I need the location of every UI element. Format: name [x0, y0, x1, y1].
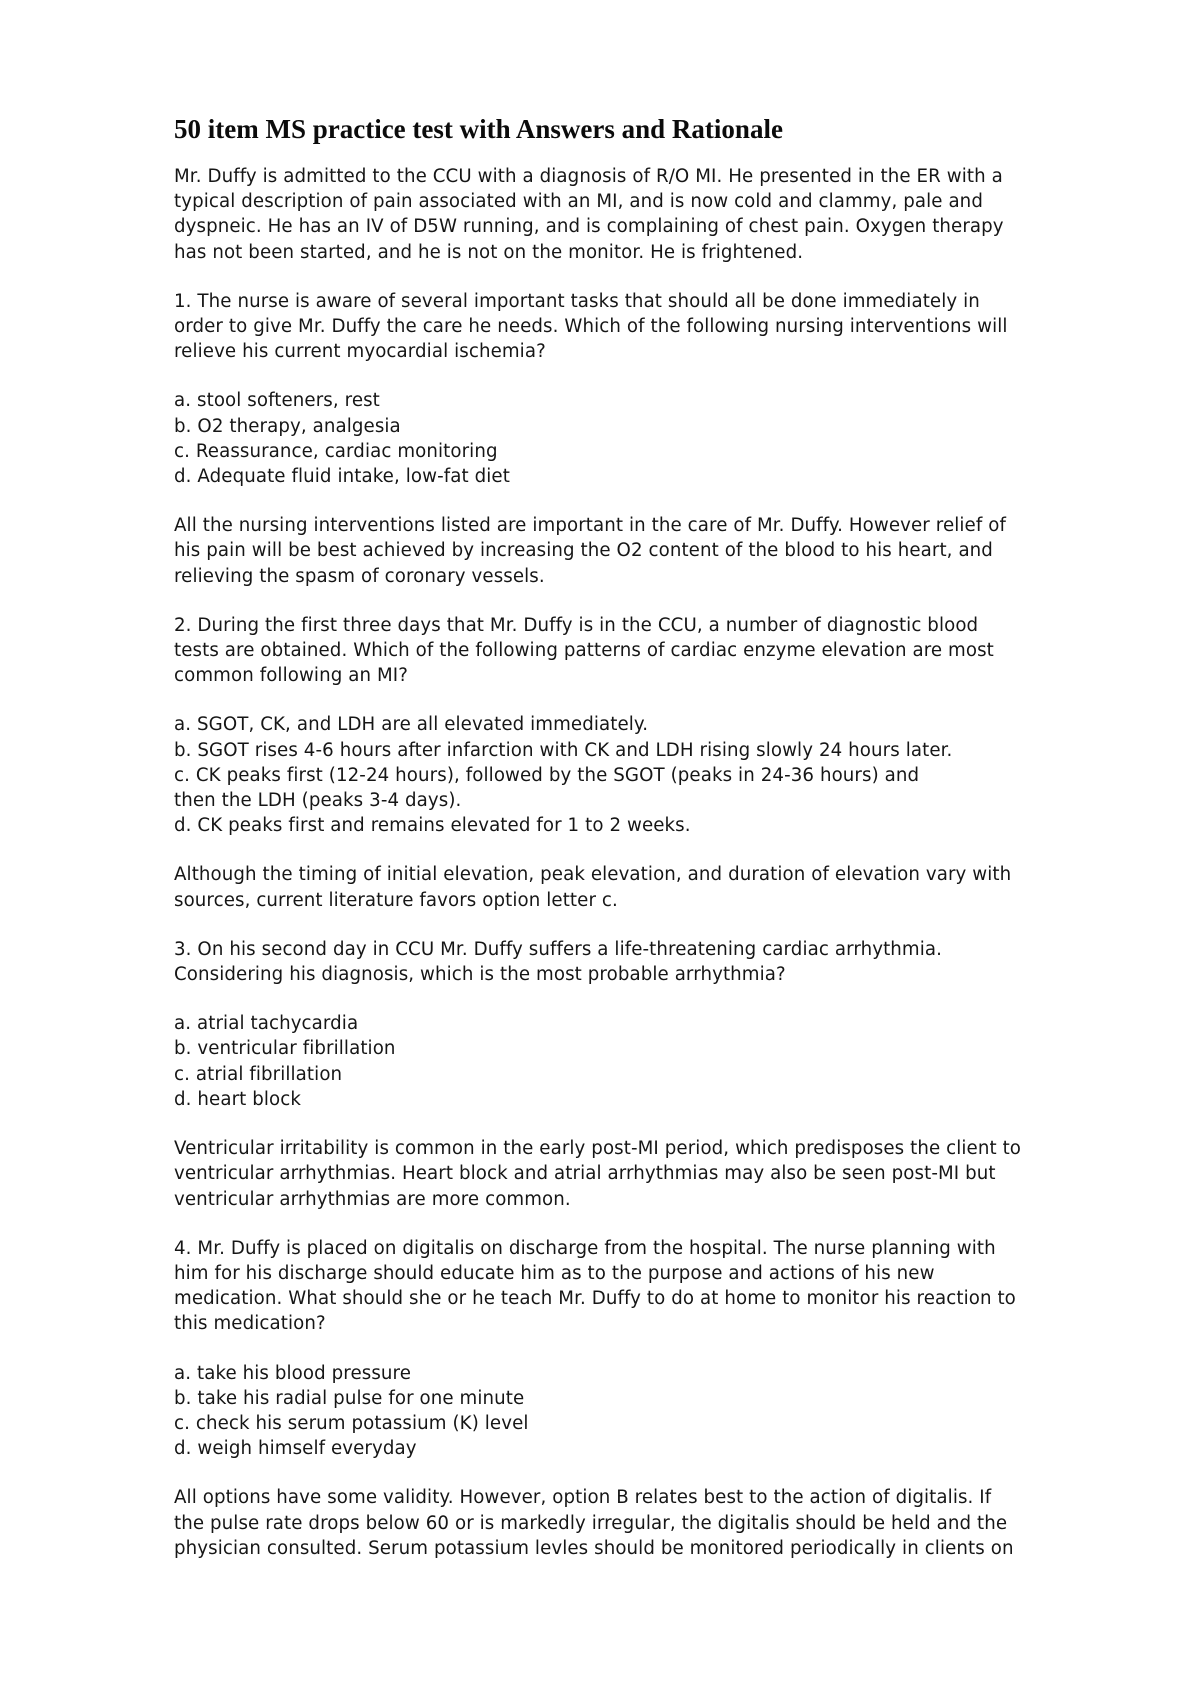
stem-line: common following an MI? — [174, 665, 409, 687]
intro-line: has not been started, and he is not on the monitor. He is frightened. — [174, 241, 804, 263]
answer-option: d. Adequate fluid intake, low-fat diet — [174, 466, 510, 488]
rationale-line: ventricular arrhythmias. Heart block and atrial arrhythmias may also be seen post-MI but — [174, 1163, 996, 1185]
stem-line: order to give Mr. Duffy the care he needs. Which of the following nursing interventions will — [174, 316, 1008, 338]
rationale-line: ventricular arrhythmias are more common. — [174, 1188, 571, 1210]
rationale-line: relieving the spasm of coronary vessels. — [174, 565, 545, 587]
rationale-line: sources, current literature favors option letter c. — [174, 889, 618, 911]
rationale-line: Ventricular irritability is common in the early post-MI period, which predisposes the client to — [174, 1138, 1022, 1160]
answer-option: d. CK peaks first and remains elevated for 1 to 2 weeks. — [174, 815, 691, 837]
intro-line: typical description of pain associated with an MI, and is now cold and clammy, pale and — [174, 191, 983, 213]
question-stem — [174, 1236, 1134, 1337]
answer-option: a. SGOT, CK, and LDH are all elevated immediately. — [174, 714, 649, 736]
document-body — [174, 112, 1134, 1561]
stem-line: 1. The nurse is aware of several important tasks that should all be done immediately in — [174, 290, 980, 312]
question-3 — [174, 937, 1134, 1212]
rationale-line: All options have some validity. However, option B relates best to the action of digitalis. If — [174, 1487, 992, 1509]
rationale — [174, 513, 1134, 589]
question-2 — [174, 613, 1134, 913]
intro-paragraph — [174, 164, 1134, 265]
answer-option: a. take his blood pressure — [174, 1362, 412, 1384]
rationale-line: the pulse rate drops below 60 or is markedly irregular, the digitalis should be held and the — [174, 1512, 1008, 1534]
answer-option: b. SGOT rises 4-6 hours after infarction with CK and LDH rising slowly 24 hours later. — [174, 739, 953, 761]
question-1 — [174, 289, 1134, 589]
answer-options — [174, 1361, 1134, 1462]
answer-option: b. ventricular fibrillation — [174, 1038, 396, 1060]
rationale-line: his pain will be best achieved by increasing the O2 content of the blood to his heart, and — [174, 540, 993, 562]
answer-option: c. check his serum potassium (K) level — [174, 1412, 529, 1434]
rationale-line: All the nursing interventions listed are important in the care of Mr. Duffy. However relief of — [174, 515, 1006, 537]
answer-option: b. take his radial pulse for one minute — [174, 1387, 525, 1409]
question-4 — [174, 1236, 1134, 1561]
stem-line: him for his discharge should educate him as to the purpose and actions of his new — [174, 1262, 935, 1284]
answer-option: d. weigh himself everyday — [174, 1438, 417, 1460]
question-stem — [174, 289, 1134, 365]
answer-options — [174, 388, 1134, 489]
rationale — [174, 862, 1134, 912]
answer-option: d. heart block — [174, 1088, 302, 1110]
stem-line: 3. On his second day in CCU Mr. Duffy suffers a life-threatening cardiac arrhythmia. — [174, 938, 943, 960]
answer-option: c. CK peaks first (12-24 hours), followed by the SGOT (peaks in 24-36 hours) and — [174, 764, 920, 786]
stem-line: relieve his current myocardial ischemia? — [174, 341, 546, 363]
rationale — [174, 1136, 1134, 1212]
rationale-line: Although the timing of initial elevation, peak elevation, and duration of elevation vary with — [174, 864, 1012, 886]
answer-option: a. atrial tachycardia — [174, 1013, 359, 1035]
rationale-line: physician consulted. Serum potassium levles should be monitored periodically in clients on — [174, 1537, 1014, 1559]
answer-option: then the LDH (peaks 3-4 days). — [174, 790, 462, 812]
question-stem — [174, 613, 1134, 689]
stem-line: tests are obtained. Which of the following patterns of cardiac enzyme elevation are most — [174, 640, 994, 662]
answer-options — [174, 1011, 1134, 1112]
document-title: 50 item MS practice test with Answers and Rationale — [174, 114, 783, 144]
answer-option: c. Reassurance, cardiac monitoring — [174, 440, 498, 462]
stem-line: 2. During the first three days that Mr. Duffy is in the CCU, a number of diagnostic blood — [174, 614, 979, 636]
answer-option: a. stool softeners, rest — [174, 390, 380, 412]
intro-line: Mr. Duffy is admitted to the CCU with a diagnosis of R/O MI. He presented in the ER with a — [174, 166, 1003, 187]
answer-option: b. O2 therapy, analgesia — [174, 415, 401, 437]
stem-line: medication. What should she or he teach Mr. Duffy to do at home to monitor his reaction to — [174, 1288, 1016, 1310]
stem-line: 4. Mr. Duffy is placed on digitalis on discharge from the hospital. The nurse planning with — [174, 1237, 996, 1259]
intro-line: dyspneic. He has an IV of D5W running, and is complaining of chest pain. Oxygen therapy — [174, 216, 1004, 238]
rationale — [174, 1485, 1134, 1561]
stem-line: Considering his diagnosis, which is the most probable arrhythmia? — [174, 964, 786, 986]
stem-line: this medication? — [174, 1313, 326, 1335]
question-stem — [174, 937, 1134, 987]
answer-option: c. atrial fibrillation — [174, 1063, 343, 1085]
answer-options — [174, 712, 1134, 838]
